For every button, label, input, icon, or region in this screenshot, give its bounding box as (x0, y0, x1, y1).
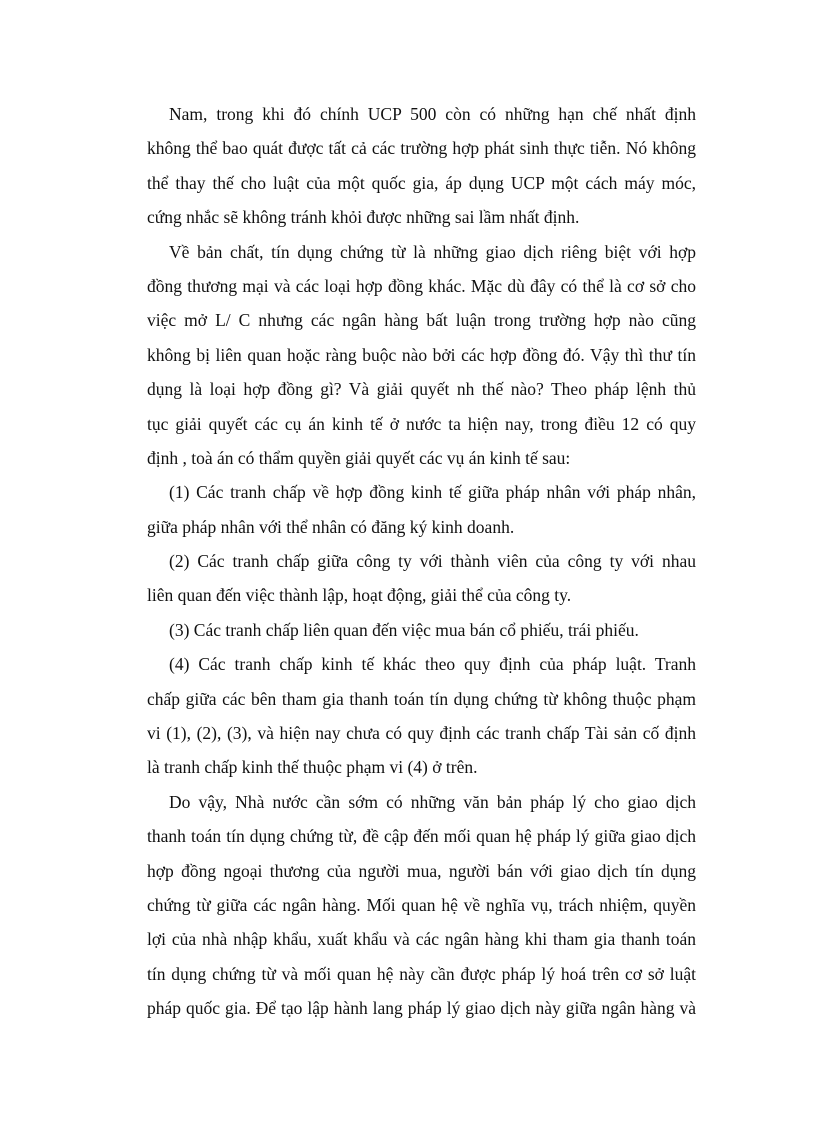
paragraph (147, 97, 696, 235)
text-line: lợi của nhà nhập khẩu, xuất khẩu và các ngân hàng khi tham gia thanh toán (147, 929, 696, 950)
text-line: chứng từ giữa các ngân hàng. Mối quan hệ về nghĩa vụ, trách nhiệm, quyền (147, 894, 696, 915)
text-line: liên quan đến việc thành lập, hoạt động, giải thể của công ty. (147, 585, 572, 606)
text-line: pháp quốc gia. Để tạo lập hành lang pháp lý giao dịch này giữa ngân hàng và (147, 998, 696, 1019)
paragraph (147, 235, 696, 476)
text-line: việc mở L/ C nhưng các ngân hàng bất luận trong trường hợp nào cũng (147, 310, 696, 331)
paragraph (147, 785, 696, 1026)
text-line: (4) Các tranh chấp kinh tế khác theo quy định của pháp luật. Tranh (169, 654, 696, 675)
text-line: chấp giữa các bên tham gia thanh toán tín dụng chứng từ không thuộc phạm (147, 688, 696, 709)
text-line: giữa pháp nhân với thể nhân có đăng ký kinh doanh. (147, 516, 515, 537)
paragraph (147, 544, 696, 613)
text-line: tục giải quyết các cụ án kinh tế ở nước ta hiện nay, trong điều 12 có quy (147, 413, 696, 434)
text-line: cứng nhắc sẽ không tránh khỏi được những sai lầm nhất định. (147, 207, 580, 228)
text-line: hợp đồng ngoại thương của người mua, người bán với giao dịch tín dụng (147, 860, 696, 881)
document-page (147, 97, 696, 1026)
text-line: (2) Các tranh chấp giữa công ty với thành viên của công ty với nhau (169, 551, 696, 572)
paragraph (147, 647, 696, 785)
text-line: dụng là loại hợp đồng gì? Và giải quyết nh thế nào? Theo pháp lệnh thủ (147, 379, 696, 400)
text-line: thể thay thế cho luật của một quốc gia, áp dụng UCP một cách máy móc, (147, 172, 696, 193)
text-line: không thể bao quát được tất cả các trường hợp phát sinh thực tiễn. Nó không (147, 138, 696, 159)
text-line: thanh toán tín dụng chứng từ, đề cập đến mối quan hệ pháp lý giữa giao dịch (147, 826, 696, 847)
text-line: Nam, trong khi đó chính UCP 500 còn có những hạn chế nhất định (169, 104, 696, 124)
text-line: định , toà án có thẩm quyền giải quyết các vụ án kinh tế sau: (147, 447, 571, 468)
paragraph (147, 475, 696, 544)
text-line: Về bản chất, tín dụng chứng từ là những giao dịch riêng biệt với hợp (169, 241, 696, 262)
text-line: tín dụng chứng từ và mối quan hệ này cần được pháp lý hoá trên cơ sở luật (147, 963, 696, 984)
text-line: vi (1), (2), (3), và hiện nay chưa có quy định các tranh chấp Tài sản cố định (147, 723, 696, 744)
text-line: (3) Các tranh chấp liên quan đến việc mua bán cổ phiếu, trái phiếu. (169, 619, 639, 640)
paragraph (147, 613, 696, 647)
text-line: không bị liên quan hoặc ràng buộc nào bởi các hợp đồng đó. Vậy thì thư tín (147, 344, 696, 365)
text-line: đồng thương mại và các loại hợp đồng khác. Mặc dù đây có thể là cơ sở cho (147, 275, 696, 296)
text-line: Do vậy, Nhà nước cần sớm có những văn bản pháp lý cho giao dịch (169, 791, 696, 812)
text-line: (1) Các tranh chấp về hợp đồng kinh tế giữa pháp nhân với pháp nhân, (169, 482, 696, 503)
text-line: là tranh chấp kinh thế thuộc phạm vi (4) ở trên. (147, 757, 478, 778)
